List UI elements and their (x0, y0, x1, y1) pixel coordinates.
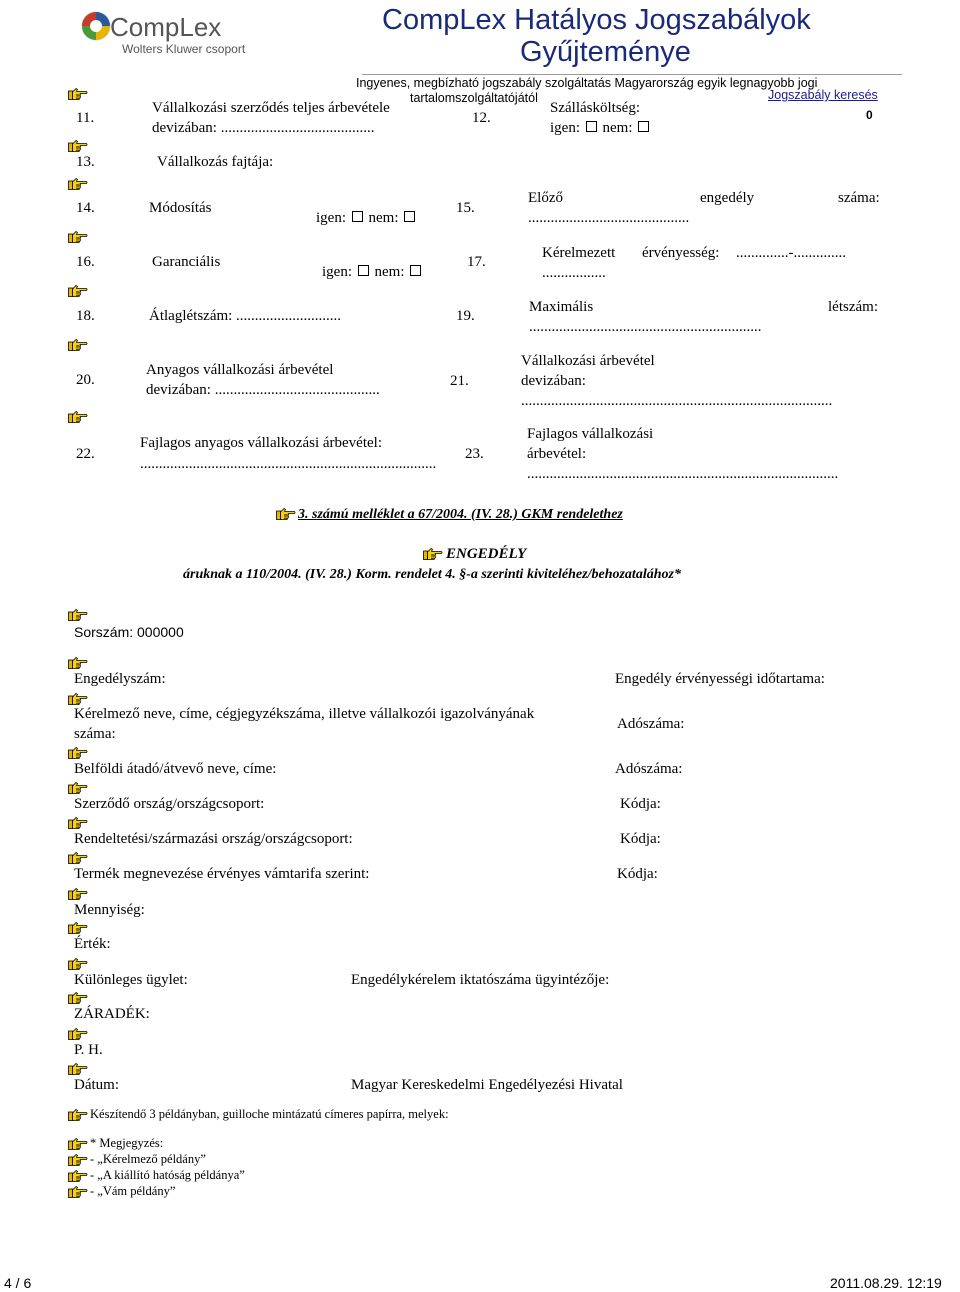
fill-line: ..............-.............. (736, 245, 846, 261)
hand-pointer-icon (423, 546, 443, 560)
hand-pointer-icon (68, 176, 88, 190)
field-label: Szállásköltség: (550, 100, 640, 116)
field-applicant-cont: száma: (74, 726, 116, 742)
field-quantity: Mennyiség: (74, 902, 145, 918)
complex-logo-icon (80, 10, 112, 42)
page-number: 4 / 6 (4, 1275, 32, 1291)
print-datetime: 2011.08.29. 12:19 (830, 1275, 942, 1291)
field-label: engedély (700, 190, 755, 206)
row-number: 22. (76, 446, 95, 462)
row-number: 19. (456, 308, 475, 324)
hand-pointer-icon (68, 1184, 88, 1198)
tagline-line1: Ingyenes, megbízható jogszabály szolgáltatás Magyarország egyik legnagyobb jogi (356, 76, 818, 90)
field-destination-country: Rendeltetési/származási ország/országcsoport: (74, 831, 353, 847)
hand-pointer-icon (68, 745, 88, 759)
hand-pointer-icon (68, 1136, 88, 1150)
field-label: Vállalkozás fajtája: (157, 154, 274, 170)
field-tax-number: Adószáma: (615, 761, 683, 777)
field-code: Kódja: (620, 831, 661, 847)
row-number: 20. (76, 372, 95, 388)
hand-pointer-icon (68, 283, 88, 297)
hand-pointer-icon (68, 990, 88, 1004)
field-contract-country: Szerződő ország/országcsoport: (74, 796, 265, 812)
yes-checkbox[interactable] (352, 211, 363, 222)
header-rule (362, 74, 902, 75)
note-copy-authority: - „A kiállító hatóság példánya” (90, 1168, 245, 1182)
logo-text: CompLex (110, 12, 222, 42)
field-clause: ZÁRADÉK: (74, 1006, 150, 1022)
no-checkbox[interactable] (410, 265, 421, 276)
yes-no-choice (322, 264, 423, 281)
fill-line: ........................................... (528, 210, 690, 226)
counter-value: 0 (866, 108, 873, 122)
yes-checkbox[interactable] (358, 265, 369, 276)
field-domestic-party: Belföldi átadó/átvevő neve, címe: (74, 761, 277, 777)
hand-pointer-icon (68, 815, 88, 829)
fill-line: ................................................................................... (521, 393, 833, 409)
row-number: 11. (76, 110, 95, 126)
field-label: devizában: (521, 373, 586, 389)
field-label: érvényesség: (642, 245, 720, 261)
field-label: árbevétel: (527, 446, 587, 462)
note-copy-customs: - „Vám példány” (90, 1184, 176, 1198)
hand-pointer-icon (68, 409, 88, 423)
fill-line: ................. (542, 265, 606, 281)
yes-label: igen: (322, 264, 352, 280)
yes-checkbox[interactable] (586, 121, 597, 132)
field-applicant: Kérelmező neve, címe, cégjegyzékszáma, illetve vállalkozói igazolványának (74, 706, 535, 722)
row-number: 18. (76, 308, 95, 324)
hand-pointer-icon (68, 1168, 88, 1182)
note-remark: * Megjegyzés: (90, 1136, 164, 1150)
yes-no-choice (316, 210, 417, 227)
field-label: száma: (838, 190, 880, 206)
no-label: nem: (368, 210, 399, 226)
no-label: nem: (602, 120, 633, 136)
field-office: Magyar Kereskedelmi Engedélyezési Hivatal (351, 1077, 623, 1093)
logo (80, 10, 260, 60)
hand-pointer-icon (68, 886, 88, 900)
field-label: Fajlagos vállalkozási (527, 426, 654, 442)
field-label: Fajlagos anyagos vállalkozási árbevétel: (140, 435, 382, 451)
field-license-no: Engedélyszám: (74, 671, 166, 687)
field-label: Garanciális (152, 254, 221, 270)
row-number: 23. (465, 446, 484, 462)
field-label: Átlaglétszám: ............................ (149, 308, 342, 324)
hand-pointer-icon (68, 780, 88, 794)
field-label: Vállalkozási árbevétel (521, 353, 655, 369)
yes-label: igen: (316, 210, 346, 226)
row-number: 14. (76, 200, 95, 216)
field-label: Vállalkozási szerződés teljes árbevétele (152, 100, 390, 116)
row-number: 21. (450, 373, 469, 389)
row-number: 13. (76, 154, 95, 170)
fill-line: ............................................................................... (140, 456, 437, 472)
site-title-line2: Gyűjteménye (520, 36, 691, 68)
hand-pointer-icon (68, 607, 88, 621)
no-checkbox[interactable] (404, 211, 415, 222)
hand-pointer-icon (276, 506, 296, 520)
hand-pointer-icon (68, 86, 88, 100)
field-label: Kérelmezett (542, 245, 616, 261)
field-date: Dátum: (74, 1077, 119, 1093)
fill-line: ................................................................................... (527, 466, 839, 482)
no-checkbox[interactable] (638, 121, 649, 132)
hand-pointer-icon (68, 1107, 88, 1121)
annex-title: 3. számú melléklet a 67/2004. (IV. 28.) GKM rendelethez (298, 507, 623, 522)
field-label: devizában: ............................................ (146, 382, 380, 398)
field-code: Kódja: (617, 866, 658, 882)
yes-no-choice (550, 120, 651, 137)
site-title-line1: CompLex Hatályos Jogszabályok (382, 4, 811, 36)
note-copies: Készítendő 3 példányban, guilloche mintázatú címeres papírra, melyek: (90, 1107, 449, 1121)
row-number: 15. (456, 200, 475, 216)
yes-label: igen: (550, 120, 580, 136)
field-label: Anyagos vállalkozási árbevétel (146, 362, 334, 378)
logo-subtitle: Wolters Kluwer csoport (122, 42, 246, 56)
serial-number: Sorszám: 000000 (74, 624, 184, 640)
hand-pointer-icon (68, 229, 88, 243)
field-label: Előző (528, 190, 563, 206)
hand-pointer-icon (68, 138, 88, 152)
field-product: Termék megnevezése érvényes vámtarifa szerint: (74, 866, 370, 882)
hand-pointer-icon (68, 337, 88, 351)
field-special-transaction: Különleges ügylet: (74, 972, 188, 988)
row-number: 12. (472, 110, 491, 126)
field-label: létszám: (828, 299, 878, 315)
field-case-officer: Engedélykérelem iktatószáma ügyintézője: (351, 972, 610, 988)
hand-pointer-icon (68, 655, 88, 669)
field-label: devizában: ......................................... (152, 120, 375, 136)
license-subtitle: áruknak a 110/2004. (IV. 28.) Korm. rendelet 4. §-a szerinti kiviteléhez/behozatalához* (183, 567, 681, 582)
search-link[interactable]: Jogszabály keresés (768, 88, 878, 102)
hand-pointer-icon (68, 1026, 88, 1040)
hand-pointer-icon (68, 956, 88, 970)
field-label: Módosítás (149, 200, 212, 216)
no-label: nem: (374, 264, 405, 280)
note-copy-applicant: - „Kérelmező példány” (90, 1152, 206, 1166)
hand-pointer-icon (68, 850, 88, 864)
field-value: Érték: (74, 936, 111, 952)
hand-pointer-icon (68, 920, 88, 934)
hand-pointer-icon (68, 1152, 88, 1166)
field-stamp: P. H. (74, 1042, 103, 1058)
tagline-line2: tartalomszolgáltatójától (410, 91, 538, 105)
license-heading: ENGEDÉLY (446, 546, 527, 562)
hand-pointer-icon (68, 691, 88, 705)
fill-line: .............................................................. (529, 319, 762, 335)
row-number: 17. (467, 254, 486, 270)
field-label: Maximális (529, 299, 594, 315)
hand-pointer-icon (68, 1061, 88, 1075)
field-tax-number: Adószáma: (617, 716, 685, 732)
row-number: 16. (76, 254, 95, 270)
field-validity: Engedély érvényességi időtartama: (615, 671, 825, 687)
field-code: Kódja: (620, 796, 661, 812)
